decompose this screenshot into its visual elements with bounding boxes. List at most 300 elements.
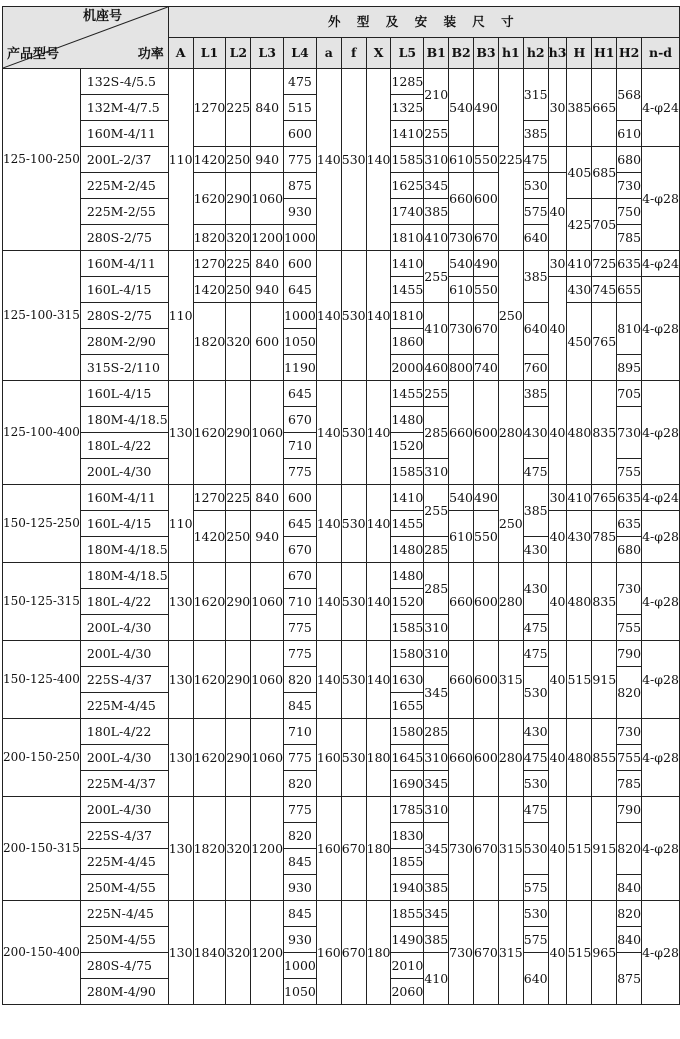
dimension-cell: 645 [284, 381, 317, 407]
dimension-cell: 1270 [193, 485, 226, 511]
dimension-cell: 385 [523, 251, 548, 303]
dimension-cell: 475 [523, 641, 548, 667]
dimension-cell: 4-φ24 [642, 69, 680, 147]
motor-frame-cell: 180L-4/22 [80, 719, 168, 745]
dimension-cell: 430 [523, 563, 548, 615]
column-header: a [316, 38, 341, 69]
dimension-cell: 140 [366, 251, 391, 381]
dimension-cell: 1000 [284, 225, 317, 251]
dimension-cell: 1630 [391, 667, 424, 693]
dimension-cell: 530 [523, 173, 548, 199]
dimension-cell: 1455 [391, 277, 424, 303]
dimension-cell: 410 [424, 303, 449, 355]
dimension-cell: 290 [226, 173, 251, 225]
dimension-cell: 730 [449, 225, 474, 251]
motor-frame-cell: 250M-4/55 [80, 875, 168, 901]
dimension-cell: 745 [592, 277, 617, 303]
dimension-cell: 1940 [391, 875, 424, 901]
dimension-cell: 765 [592, 485, 617, 511]
dimension-cell: 670 [284, 563, 317, 589]
dimension-cell: 1645 [391, 745, 424, 771]
dimension-cell: 1620 [193, 641, 226, 719]
dimension-cell: 610 [449, 147, 474, 173]
dimension-cell: 1420 [193, 277, 226, 303]
dimension-cell: 345 [424, 823, 449, 875]
dimension-cell: 425 [567, 199, 592, 251]
dimension-cell: 1285 [391, 69, 424, 95]
dimension-cell: 385 [424, 199, 449, 225]
motor-frame-cell: 160L-4/15 [80, 277, 168, 303]
dimension-cell: 1060 [251, 381, 284, 485]
dimension-cell: 540 [449, 485, 474, 511]
dimension-cell: 290 [226, 381, 251, 485]
motor-frame-cell: 225S-4/37 [80, 823, 168, 849]
dimension-cell: 680 [617, 147, 642, 173]
table-row [3, 485, 680, 511]
dimension-cell: 320 [226, 901, 251, 1005]
dimension-cell: 665 [592, 69, 617, 147]
dimension-cell: 515 [567, 641, 592, 719]
dimension-cell: 530 [341, 381, 366, 485]
dimension-cell: 1455 [391, 381, 424, 407]
dimension-cell: 940 [251, 511, 284, 563]
dimension-cell: 1810 [391, 225, 424, 251]
dimension-cell: 315 [498, 797, 523, 901]
dimension-cell: 790 [617, 641, 642, 667]
dimension-cell: 280 [498, 563, 523, 641]
dimension-cell: 1830 [391, 823, 424, 849]
dimension-cell: 490 [474, 251, 499, 277]
dimension-cell: 225 [226, 485, 251, 511]
dimension-cell: 775 [284, 615, 317, 641]
product-model-cell: 125-100-400 [3, 381, 81, 485]
dimension-cell: 530 [341, 719, 366, 797]
dimension-cell: 255 [424, 485, 449, 537]
dimension-cell: 575 [523, 199, 548, 225]
dimension-cell: 345 [424, 173, 449, 199]
table-row [3, 901, 680, 927]
dimension-cell: 290 [226, 719, 251, 797]
dimension-cell: 730 [449, 797, 474, 901]
motor-frame-cell: 225M-4/37 [80, 771, 168, 797]
dimension-cell: 1410 [391, 485, 424, 511]
dimension-cell: 755 [617, 459, 642, 485]
dimension-cell: 515 [284, 95, 317, 121]
dimension-cell: 775 [284, 797, 317, 823]
dimension-cell: 750 [617, 199, 642, 225]
dimension-cell: 40 [548, 511, 567, 563]
dimension-cell: 160 [316, 797, 341, 901]
dimension-cell: 515 [567, 797, 592, 901]
table-row [3, 381, 680, 407]
dimension-cell: 1520 [391, 589, 424, 615]
motor-frame-cell: 225S-4/37 [80, 667, 168, 693]
dimension-cell: 600 [474, 563, 499, 641]
product-model-cell: 200-150-250 [3, 719, 81, 797]
dimension-cell: 345 [424, 771, 449, 797]
dimension-cell: 2000 [391, 355, 424, 381]
dimension-cell: 575 [523, 875, 548, 901]
dimension-cell: 140 [316, 251, 341, 381]
dimension-cell: 2010 [391, 953, 424, 979]
column-header: h2 [523, 38, 548, 69]
motor-frame-cell: 225M-2/55 [80, 199, 168, 225]
dimension-cell: 4-φ28 [642, 901, 680, 1005]
dimension-cell: 475 [523, 797, 548, 823]
dimension-cell: 1200 [251, 901, 284, 1005]
column-header: h1 [498, 38, 523, 69]
dimension-cell: 4-φ24 [642, 251, 680, 277]
dimension-cell: 1270 [193, 69, 226, 147]
dimension-cell: 385 [523, 121, 548, 147]
dimension-cell: 285 [424, 407, 449, 459]
dimension-cell: 680 [617, 537, 642, 563]
dimension-cell: 930 [284, 875, 317, 901]
dimension-cell: 1480 [391, 537, 424, 563]
dimension-cell: 475 [523, 745, 548, 771]
dimension-cell: 530 [341, 251, 366, 381]
motor-frame-cell: 160L-4/15 [80, 381, 168, 407]
dimension-cell: 820 [284, 771, 317, 797]
product-model-cell: 125-100-250 [3, 69, 81, 251]
dimension-cell: 140 [366, 69, 391, 251]
dimension-cell: 640 [523, 953, 548, 1005]
dimension-cell: 130 [168, 381, 193, 485]
table-row [3, 641, 680, 667]
dimension-cell: 1860 [391, 329, 424, 355]
dimension-cell: 600 [474, 719, 499, 797]
dimension-cell: 755 [617, 745, 642, 771]
dimension-cell: 255 [424, 121, 449, 147]
dimension-cell: 685 [592, 147, 617, 199]
motor-frame-cell: 225M-4/45 [80, 849, 168, 875]
dimension-cell: 915 [592, 641, 617, 719]
dimension-cell: 965 [592, 901, 617, 1005]
column-header: L3 [251, 38, 284, 69]
dimension-cell: 430 [523, 537, 548, 563]
dimension-cell: 30 [548, 69, 567, 147]
dimension-cell: 210 [424, 69, 449, 121]
motor-frame-cell: 200L-4/30 [80, 615, 168, 641]
dimension-cell: 255 [424, 381, 449, 407]
dimension-cell: 345 [424, 667, 449, 719]
dimension-cell: 660 [449, 563, 474, 641]
dimension-cell: 130 [168, 563, 193, 641]
dimension-cell: 1620 [193, 173, 226, 225]
dimension-cell: 775 [284, 459, 317, 485]
dimension-cell: 410 [424, 225, 449, 251]
dimension-cell: 1060 [251, 563, 284, 641]
column-header: L2 [226, 38, 251, 69]
dimension-cell: 530 [523, 771, 548, 797]
dimension-cell: 1325 [391, 95, 424, 121]
dimension-cell: 785 [617, 225, 642, 251]
product-model-header: 产品型号 [7, 46, 60, 62]
dimension-cell: 180 [366, 797, 391, 901]
dimension-cell: 820 [617, 823, 642, 875]
dimension-cell: 660 [449, 381, 474, 485]
dimension-cell: 290 [226, 641, 251, 719]
dimension-cell: 1585 [391, 459, 424, 485]
dimension-cell: 600 [284, 121, 317, 147]
dimension-cell: 530 [523, 823, 548, 875]
product-model-cell: 200-150-315 [3, 797, 81, 901]
dimension-cell: 1270 [193, 251, 226, 277]
dimension-cell: 280 [498, 719, 523, 797]
dimension-cell: 530 [523, 901, 548, 927]
dimension-cell: 180 [366, 719, 391, 797]
dimension-cell: 730 [617, 407, 642, 459]
dimension-cell: 430 [523, 719, 548, 745]
motor-frame-cell: 225N-4/45 [80, 901, 168, 927]
dimension-cell: 600 [474, 381, 499, 485]
dimension-cell: 250 [226, 277, 251, 303]
dimension-cell: 775 [284, 745, 317, 771]
column-header: L1 [193, 38, 226, 69]
dimension-cell: 1820 [193, 303, 226, 381]
dimension-cell: 2060 [391, 979, 424, 1005]
dimension-cell: 755 [617, 615, 642, 641]
dimension-cell: 40 [548, 277, 567, 381]
dimension-cell: 875 [617, 953, 642, 1005]
dimension-cell: 320 [226, 225, 251, 251]
dimension-cell: 930 [284, 927, 317, 953]
dimension-cell: 40 [548, 719, 567, 797]
motor-frame-cell: 280M-4/90 [80, 979, 168, 1005]
dimension-cell: 430 [567, 277, 592, 303]
dimension-cell: 1785 [391, 797, 424, 823]
dimension-cell: 250 [226, 147, 251, 173]
dimension-cell: 310 [424, 147, 449, 173]
dimension-cell: 550 [474, 277, 499, 303]
dimension-cell: 915 [592, 797, 617, 901]
motor-frame-cell: 280S-2/75 [80, 225, 168, 251]
dimension-cell: 760 [523, 355, 548, 381]
dimension-cell: 610 [449, 277, 474, 303]
motor-frame-cell: 200L-4/30 [80, 797, 168, 823]
dimension-cell: 1820 [193, 225, 226, 251]
table-row [3, 563, 680, 589]
dimension-cell: 1740 [391, 199, 424, 225]
dimension-cell: 600 [251, 303, 284, 381]
dimension-cell: 1620 [193, 381, 226, 485]
dimension-cell: 655 [617, 277, 642, 303]
dimension-cell: 225 [498, 69, 523, 251]
dimension-cell: 4-φ28 [642, 147, 680, 251]
motor-frame-cell: 160M-4/11 [80, 121, 168, 147]
dimension-cell: 875 [284, 173, 317, 199]
dimension-cell: 835 [592, 381, 617, 485]
dimension-cell: 1420 [193, 147, 226, 173]
dimension-cell: 775 [284, 147, 317, 173]
column-header: B2 [449, 38, 474, 69]
dimension-cell: 1690 [391, 771, 424, 797]
dimension-cell: 1620 [193, 563, 226, 641]
dimension-cell: 410 [567, 251, 592, 277]
dimension-cell: 385 [523, 485, 548, 537]
dimension-cell: 490 [474, 485, 499, 511]
dimension-cell: 225 [226, 69, 251, 147]
dimension-cell: 1410 [391, 251, 424, 277]
dimension-cell: 40 [548, 901, 567, 1005]
dimension-cell: 730 [617, 719, 642, 745]
dimension-cell: 530 [341, 485, 366, 563]
dimension-cell: 1810 [391, 303, 424, 329]
dimension-cell: 1000 [284, 303, 317, 329]
dimension-cell: 725 [592, 251, 617, 277]
motor-frame-cell: 180L-4/22 [80, 589, 168, 615]
dimension-cell: 40 [548, 173, 567, 251]
motor-frame-cell: 180M-4/18.5 [80, 537, 168, 563]
dimension-cell: 1050 [284, 329, 317, 355]
dimension-cell: 1625 [391, 173, 424, 199]
dimension-cell: 730 [617, 563, 642, 615]
dimension-cell: 1000 [284, 953, 317, 979]
motor-frame-cell: 200L-4/30 [80, 745, 168, 771]
dimension-cell: 540 [449, 251, 474, 277]
dimension-cell: 670 [474, 303, 499, 355]
dimension-cell: 710 [284, 433, 317, 459]
dimension-cell: 140 [366, 485, 391, 563]
dimension-cell: 160 [316, 719, 341, 797]
dimension-cell: 1050 [284, 979, 317, 1005]
dimension-cell: 310 [424, 615, 449, 641]
dimension-cell: 475 [523, 615, 548, 641]
dimension-cell: 670 [284, 537, 317, 563]
power-header: 功率 [137, 46, 164, 62]
dimension-cell: 315 [498, 901, 523, 1005]
dimension-cell: 785 [617, 771, 642, 797]
dimension-cell: 930 [284, 199, 317, 225]
dimension-cell: 140 [366, 641, 391, 719]
dimension-cell: 110 [168, 485, 193, 563]
dimension-cell: 310 [424, 459, 449, 485]
dimension-cell: 790 [617, 797, 642, 823]
dimension-cell: 820 [284, 823, 317, 849]
motor-frame-cell: 160L-4/15 [80, 511, 168, 537]
dimension-cell: 410 [567, 485, 592, 511]
column-header: h3 [548, 38, 567, 69]
dimension-cell: 140 [316, 563, 341, 641]
dimension-cell: 140 [366, 381, 391, 485]
column-header: L5 [391, 38, 424, 69]
dimension-cell: 40 [548, 381, 567, 485]
dimension-cell: 140 [316, 381, 341, 485]
dimension-cell: 765 [592, 303, 617, 381]
dimension-cell: 140 [316, 485, 341, 563]
dimension-cell: 310 [424, 745, 449, 771]
dimension-cell: 820 [284, 667, 317, 693]
dimension-cell: 775 [284, 641, 317, 667]
dimension-cell [548, 147, 567, 173]
dimension-cell: 730 [449, 901, 474, 1005]
dimension-cell: 315 [523, 69, 548, 121]
dimension-cell: 670 [341, 797, 366, 901]
dimension-cell: 840 [251, 69, 284, 147]
dimension-cell: 600 [284, 485, 317, 511]
dimension-cell: 4-φ28 [642, 719, 680, 797]
dimension-cell: 610 [449, 511, 474, 563]
dimension-cell: 160 [316, 901, 341, 1005]
dimension-cell: 40 [548, 641, 567, 719]
column-header: L4 [284, 38, 317, 69]
dimension-cell: 385 [424, 927, 449, 953]
dimension-cell: 410 [424, 953, 449, 1005]
frame-no-header: 机座号 [83, 9, 123, 24]
dimension-cell: 40 [548, 797, 567, 901]
product-model-cell: 125-100-315 [3, 251, 81, 381]
dimension-cell: 785 [592, 511, 617, 563]
dimension-cell: 480 [567, 563, 592, 641]
dimension-cell: 1490 [391, 927, 424, 953]
product-model-cell: 200-150-400 [3, 901, 81, 1005]
dimension-cell: 660 [449, 719, 474, 797]
column-header: B3 [474, 38, 499, 69]
motor-frame-cell: 200L-4/30 [80, 641, 168, 667]
dimension-cell: 660 [449, 641, 474, 719]
motor-frame-cell: 160M-4/11 [80, 485, 168, 511]
dimension-cell: 600 [284, 251, 317, 277]
product-model-cell: 150-125-250 [3, 485, 81, 563]
dimension-cell: 250 [498, 251, 523, 381]
dimension-cell: 540 [449, 69, 474, 147]
dimension-cell: 670 [284, 407, 317, 433]
dimension-cell: 4-φ28 [642, 797, 680, 901]
dimension-cell: 4-φ28 [642, 563, 680, 641]
dimension-cell: 310 [424, 797, 449, 823]
dimension-cell: 285 [424, 563, 449, 615]
dimension-cell: 4-φ28 [642, 641, 680, 719]
dimension-cell: 1410 [391, 121, 424, 147]
dimension-cell: 670 [474, 901, 499, 1005]
dimension-cell: 820 [617, 901, 642, 927]
dimension-cell: 670 [341, 901, 366, 1005]
dimension-cell: 1585 [391, 615, 424, 641]
dimension-cell: 315 [498, 641, 523, 719]
dimension-cell: 385 [567, 69, 592, 147]
dimension-cell: 800 [449, 355, 474, 381]
dimension-cell: 1855 [391, 901, 424, 927]
dimension-cell: 530 [523, 667, 548, 719]
dimension-cell: 320 [226, 797, 251, 901]
dimension-cell: 30 [548, 485, 567, 511]
product-model-cell: 150-125-315 [3, 563, 81, 641]
dimension-cell: 1190 [284, 355, 317, 381]
dimension-cell: 4-φ28 [642, 277, 680, 381]
dimension-cell: 530 [341, 641, 366, 719]
dimension-cell: 430 [523, 407, 548, 459]
dimension-cell: 430 [567, 511, 592, 563]
dimension-cell: 480 [567, 719, 592, 797]
table-row [3, 69, 680, 95]
dimension-cell: 740 [474, 355, 499, 381]
dimension-cell: 530 [341, 69, 366, 251]
dimension-cell: 4-φ28 [642, 511, 680, 563]
dimension-cell: 1200 [251, 225, 284, 251]
dimension-cell: 4-φ24 [642, 485, 680, 511]
dimension-cell: 1060 [251, 173, 284, 225]
dimension-cell: 550 [474, 147, 499, 173]
dimension-cell: 820 [617, 667, 642, 719]
dimension-cell: 845 [284, 901, 317, 927]
motor-frame-cell: 132M-4/7.5 [80, 95, 168, 121]
dimension-cell: 1060 [251, 641, 284, 719]
dimension-cell: 640 [523, 225, 548, 251]
dimension-cell: 600 [474, 173, 499, 225]
motor-frame-cell: 180L-4/22 [80, 433, 168, 459]
dimension-cell: 1060 [251, 719, 284, 797]
dimension-cell: 345 [424, 901, 449, 927]
